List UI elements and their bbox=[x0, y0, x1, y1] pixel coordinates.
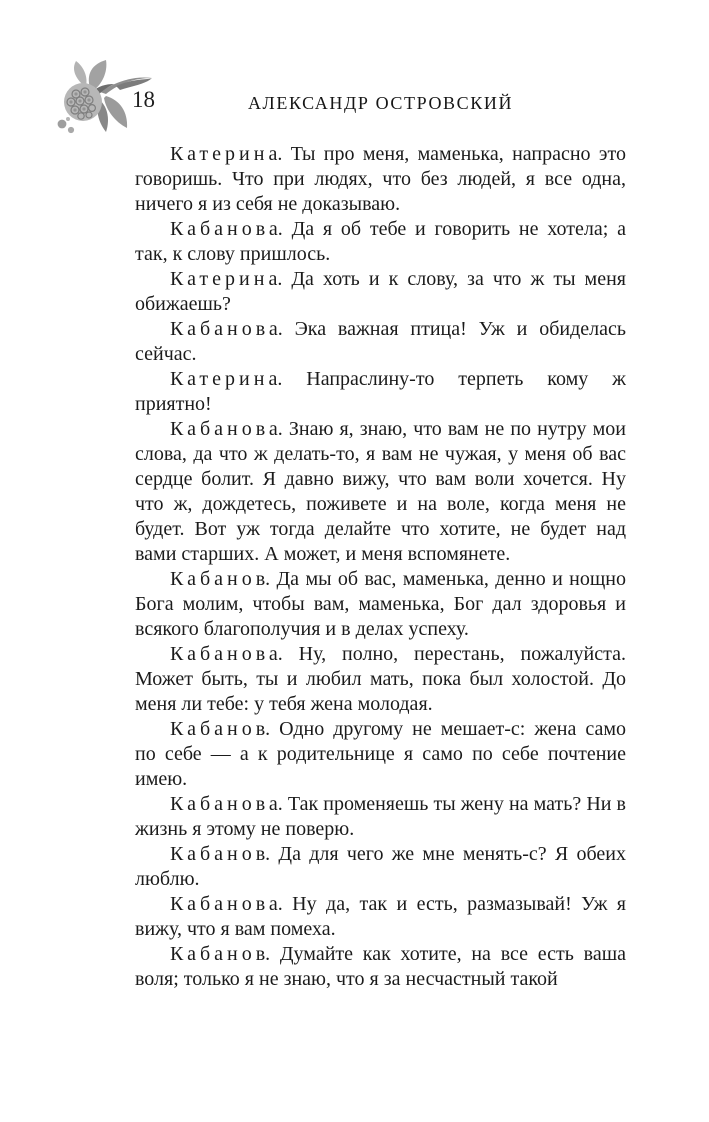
dialogue-paragraph: Кабанова. Ну, полно, перестань, пожалуйста. Может быть, ты и любил мать, пока был холостой. До меня ли тебе: у тебя жена молодая. bbox=[135, 643, 626, 715]
dialogue-paragraph: Кабанова. Ну да, так и есть, размазывай! Уж я вижу, что я вам помеха. bbox=[135, 893, 626, 940]
dialogue-paragraph: Катерина. Напраслину-то терпеть кому ж приятно! bbox=[135, 368, 626, 415]
dialogue-paragraph: Кабанов. Думайте как хотите, на все есть ваша воля; только я не знаю, что я за несчастный такой bbox=[135, 943, 626, 990]
speaker-name: Кабанова bbox=[170, 418, 282, 440]
speaker-name: Катерина bbox=[170, 368, 282, 390]
speaker-name: Кабанов bbox=[170, 568, 270, 590]
speaker-name: Кабанова bbox=[170, 793, 282, 815]
speaker-name: Кабанов bbox=[170, 943, 270, 965]
speaker-name: Кабанова bbox=[170, 318, 282, 340]
speaker-name: Катерина bbox=[170, 143, 282, 165]
speaker-name: Кабанов bbox=[170, 718, 270, 740]
speaker-name: Кабанова bbox=[170, 643, 282, 665]
speaker-name: Кабанова bbox=[170, 218, 282, 240]
dialogue-paragraph: Катерина. Ты про меня, маменька, напрасно это говоришь. Что при людях, что без людей, я все одна, ничего я из себя не доказываю. bbox=[135, 143, 626, 215]
dialogue-paragraph: Кабанова. Эка важная птица! Уж и обиделась сейчас. bbox=[135, 318, 626, 365]
speaker-name: Катерина bbox=[170, 268, 282, 290]
page-number: 18 bbox=[132, 87, 155, 112]
dialogue-paragraph: Кабанов. Да для чего же мне менять-с? Я обеих люблю. bbox=[135, 843, 626, 890]
dialogue-paragraph: Кабанова. Так променяешь ты жену на мать? Ни в жизнь я этому не поверю. bbox=[135, 793, 626, 840]
speaker-name: Кабанов bbox=[170, 843, 270, 865]
dialogue-block bbox=[135, 142, 626, 992]
dialogue-paragraph: Кабанова. Знаю я, знаю, что вам не по нутру мои слова, да что ж делать-то, я вам не чужая, у меня об вас сердце болит. Я давно вижу, что вам воли хочется. Ну что ж, дождетесь, поживете и на воле, когда меня не будет. Вот уж тогда делайте что хотите, не будет над вами старших. А может, и меня вспомянете. bbox=[135, 418, 626, 565]
dialogue-paragraph: Кабанов. Одно другому не мешает-с: жена само по себе — а к родительнице я само по себе почтение имею. bbox=[135, 718, 626, 790]
dialogue-paragraph: Кабанова. Да я об тебе и говорить не хотела; а так, к слову пришлось. bbox=[135, 218, 626, 265]
speaker-name: Кабанова bbox=[170, 893, 282, 915]
dialogue-paragraph: Катерина. Да хоть и к слову, за что ж ты меня обижаешь? bbox=[135, 268, 626, 315]
running-head: АЛЕКСАНДР ОСТРОВСКИЙ bbox=[247, 93, 514, 113]
dialogue-paragraph: Кабанов. Да мы об вас, маменька, денно и нощно Бога молим, чтобы вам, маменька, Бог дал здоровья и всякого благополучия и в делах успеху. bbox=[135, 568, 626, 640]
